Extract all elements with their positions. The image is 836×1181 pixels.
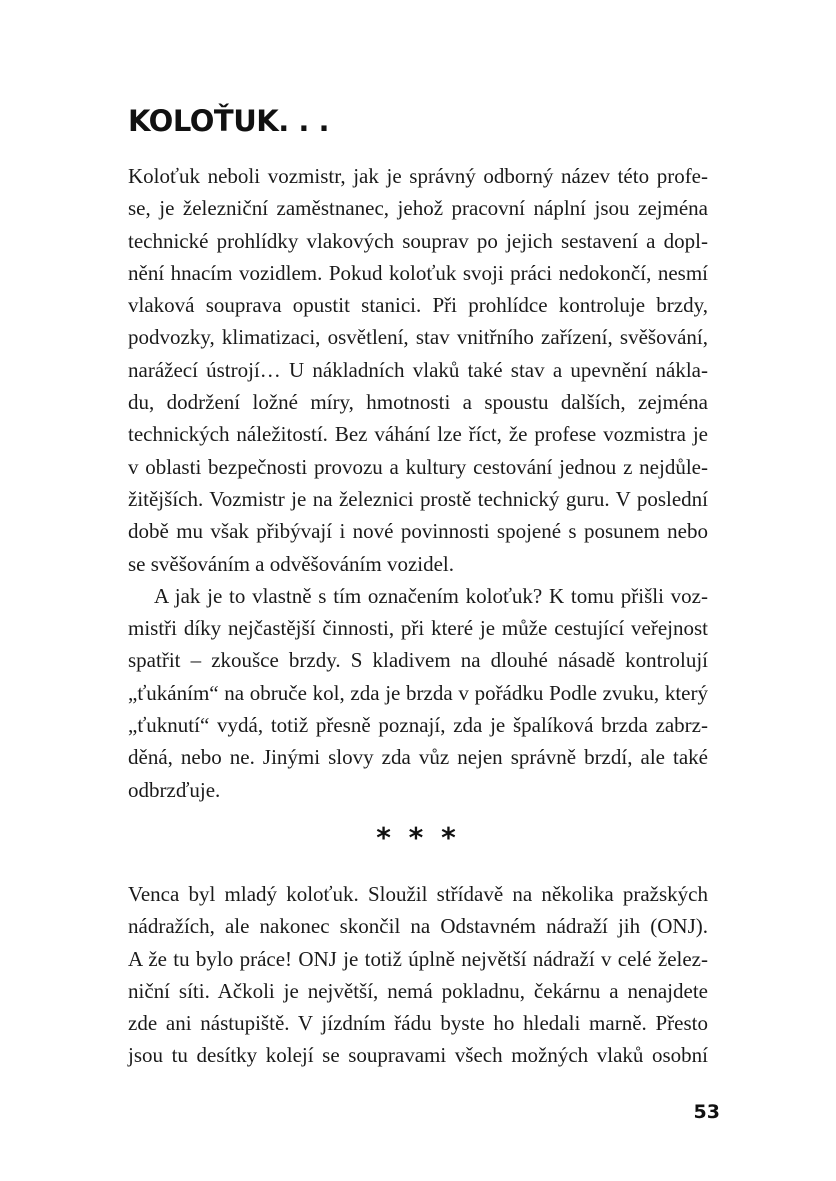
paragraph-3 <box>128 878 708 1072</box>
text-line: technické prohlídky vlakových souprav po jejich sestavení a dopl- <box>128 228 708 253</box>
text-line: děná, nebo ne. Jinými slovy zda vůz nejen správně brzdí, ale také <box>128 745 708 770</box>
text-line: narážecí ústrojí… U nákladních vlaků také stav a upevnění nákla- <box>128 357 708 382</box>
text-line: v oblasti bezpečnosti provozu a kultury cestování jednou z nejdůle- <box>128 454 708 479</box>
section-gap <box>128 866 708 878</box>
text-line: době mu však přibývají i nové povinnosti spojené s posunem nebo <box>128 519 708 544</box>
body-text <box>128 160 708 1072</box>
text-line: jsou tu desítky kolejí se soupravami všech možných vlaků osobní <box>128 1043 708 1068</box>
text-line: se svěšováním a odvěšováním vozidel. <box>128 551 455 576</box>
text-line: du, dodržení ložné míry, hmotnosti a spoustu dalších, zejména <box>128 390 708 415</box>
paragraph-1 <box>128 160 708 580</box>
chapter-title: KOLOŤUK. . . <box>128 104 329 138</box>
text-line: vlaková souprava opustit stanici. Při prohlídce kontroluje brzdy, <box>128 293 708 318</box>
text-line: „ťuknutí“ vydá, totiž přesně poznají, zda je špalíková brzda zabrz- <box>128 713 708 738</box>
text-line: podvozky, klimatizaci, osvětlení, stav vnitřního zařízení, svěšování, <box>128 325 708 350</box>
text-line: žitějších. Vozmistr je na železnici prostě technický guru. V poslední <box>128 486 708 511</box>
text-line: „ťukáním“ na obruče kol, zda je brzda v pořádku Podle zvuku, který <box>128 680 708 705</box>
text-line: technických náležitostí. Bez váhání lze říct, že profese vozmistra je <box>128 422 708 447</box>
text-line: odbrzďuje. <box>128 777 221 802</box>
text-line: Venca byl mladý koloťuk. Sloužil střídavě na několika pražských <box>128 881 708 906</box>
text-line: A že tu bylo práce! ONJ je totiž úplně největší nádraží v celé želez- <box>128 946 708 971</box>
section-separator: * * * <box>376 820 460 854</box>
text-line: mistři díky nejčastější činnosti, při které je může cestující veřejnost <box>128 616 708 641</box>
text-line: niční síti. Ačkoli je největší, nemá pokladnu, čekárnu a nenajdete <box>128 978 708 1003</box>
text-line: nádražích, ale nakonec skončil na Odstavném nádraží jih (ONJ). <box>128 914 708 939</box>
text-line: se, je železniční zaměstnanec, jehož pracovní náplní jsou zejména <box>128 196 708 221</box>
text-line: zde ani nástupiště. V jízdním řádu byste ho hledali marně. Přesto <box>128 1011 708 1036</box>
paragraph-2 <box>128 580 708 806</box>
page-number: 53 <box>693 1101 720 1123</box>
text-line: nění hnacím vozidlem. Pokud koloťuk svoji práci nedokončí, nesmí <box>128 260 708 285</box>
text-line: Koloťuk neboli vozmistr, jak je správný odborný název této profe- <box>128 164 708 188</box>
text-line: spatřit – zkoušce brzdy. S kladivem na dlouhé násadě kontrolují <box>128 648 708 673</box>
text-line: A jak je to vlastně s tím označením koloťuk? K tomu přišli voz- <box>154 583 708 608</box>
